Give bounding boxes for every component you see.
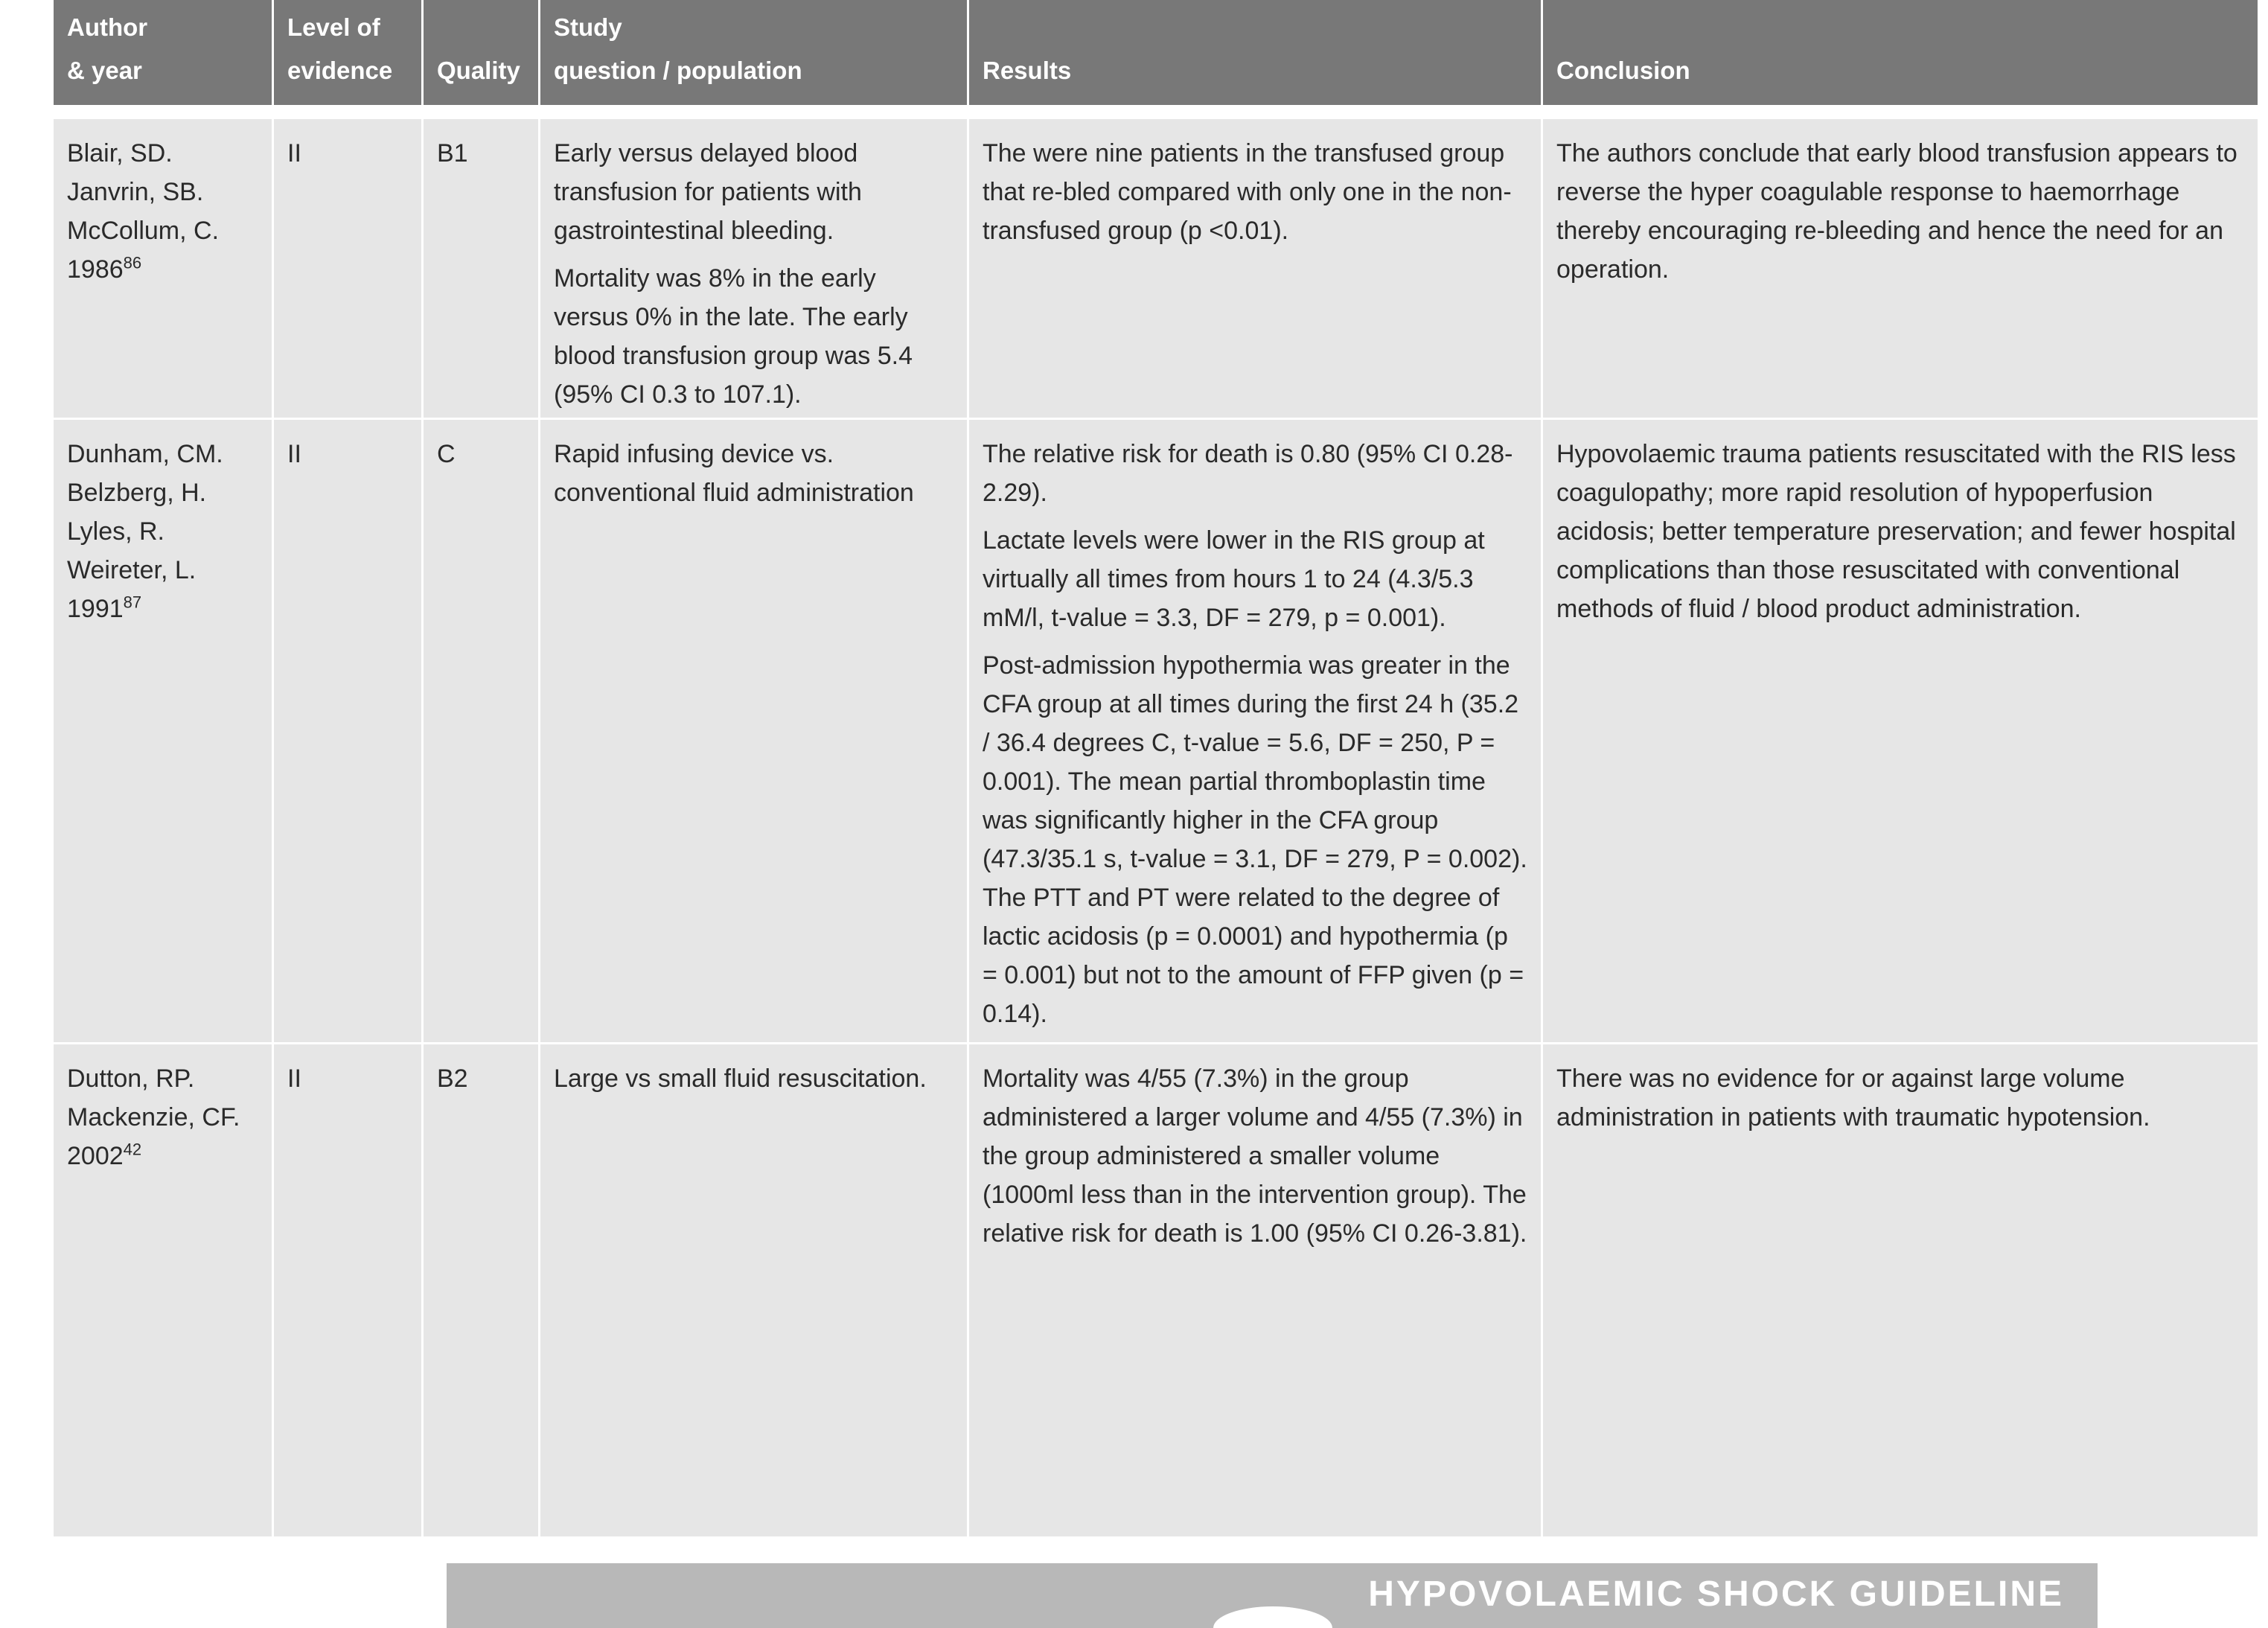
cell-level <box>274 1044 421 1536</box>
year <box>67 1137 258 1175</box>
author-name: Blair, SD. <box>67 139 173 167</box>
column-header-author-year <box>54 0 272 105</box>
cell-study <box>540 119 967 418</box>
study-paragraph: Rapid infusing device vs. conventional fluid administration <box>554 440 914 507</box>
quality-value: B1 <box>437 139 468 167</box>
author-name: McCollum, C. <box>67 217 220 245</box>
author-name: Janvrin, SB. <box>67 178 204 206</box>
conclusion-text: Hypovolaemic trauma patients resuscitated with the RIS less coagulopathy; more rapid resolution of hypoperfusion acidosis; better temperature preservation; and fewer hospital complications than those resuscitated with conventional methods of fluid / blood product administration. <box>1556 440 2236 623</box>
header-line-2: question / population <box>554 57 802 84</box>
cell-results <box>969 420 1541 1042</box>
footer-banner <box>447 1563 2098 1628</box>
study-paragraph: Early versus delayed blood transfusion for patients with gastrointestinal bleeding. <box>554 139 862 245</box>
results-paragraph: Lactate levels were lower in the RIS group at virtually all times from hours 1 to 24 (4.3/5.3 mM/l, t-value = 3.3, DF = 279, p = 0.001). <box>983 526 1485 632</box>
year <box>67 250 258 289</box>
cell-results <box>969 119 1541 418</box>
author-name: Dunham, CM. <box>67 440 223 468</box>
reference-number: 86 <box>123 253 142 272</box>
page-number-circle <box>1213 1606 1332 1628</box>
reference-number: 87 <box>123 593 142 612</box>
cell-author <box>54 119 272 418</box>
header-line-1: Level of <box>287 13 380 41</box>
header-line-2: Results <box>983 57 1072 84</box>
cell-author <box>54 1044 272 1536</box>
header-line-1: Author <box>67 13 148 41</box>
level-value: II <box>287 1064 301 1093</box>
header-line-2: Quality <box>437 57 520 84</box>
cell-conclusion <box>1543 1044 2258 1536</box>
reference-number: 42 <box>123 1140 142 1159</box>
results-paragraph: Post-admission hypothermia was greater in the CFA group at all times during the first 24 h (35.2 / 36.4 degrees C, t-value = 5.6, DF = 250, P = 0.001). The mean partial thromboplastin time was significantly higher in the CFA group (47.3/35.1 s, t-value = 3.1, DF = 279, P = 0.002). The PTT and PT were related to the degree of lactic acidosis (p = 0.0001) and hypothermia (p = 0.001) but not to the amount of FFP given (p = 0.14). <box>983 651 1527 1028</box>
results-paragraph: Mortality was 4/55 (7.3%) in the group administered a larger volume and 4/55 (7.3%) in the group administered a smaller volume (1000ml less than in the intervention group). The relative risk for death is 1.00 (95% CI 0.26-3.81). <box>983 1064 1527 1248</box>
level-value: II <box>287 440 301 468</box>
study-paragraph: Large vs small fluid resuscitation. <box>554 1064 927 1093</box>
header-line-1: Study <box>554 13 622 41</box>
header-line-2: Conclusion <box>1556 57 1690 84</box>
cell-quality <box>424 119 538 418</box>
quality-value: B2 <box>437 1064 468 1093</box>
conclusion-text: The authors conclude that early blood transfusion appears to reverse the hyper coagulable response to haemorrhage thereby encouraging re-bleeding and hence the need for an operation. <box>1556 139 2237 284</box>
cell-quality <box>424 1044 538 1536</box>
year-value: 1986 <box>67 255 124 284</box>
cell-results <box>969 1044 1541 1536</box>
results-paragraph: The relative risk for death is 0.80 (95% CI 0.28-2.29). <box>983 440 1513 507</box>
study-paragraph: Mortality was 8% in the early versus 0% in the late. The early blood transfusion group was 5.4 (95% CI 0.3 to 107.1). <box>554 264 913 409</box>
column-header-study-question <box>540 0 967 105</box>
author-name: Mackenzie, CF. <box>67 1103 240 1131</box>
column-header-quality <box>424 0 538 105</box>
column-header-conclusion <box>1543 0 2258 105</box>
cell-conclusion <box>1543 420 2258 1042</box>
year-value: 1991 <box>67 595 124 623</box>
cell-conclusion <box>1543 119 2258 418</box>
cell-study <box>540 1044 967 1536</box>
cell-level <box>274 420 421 1042</box>
cell-study <box>540 420 967 1042</box>
cell-level <box>274 119 421 418</box>
column-header-level-of-evidence <box>274 0 421 105</box>
author-name: Dutton, RP. <box>67 1064 195 1093</box>
results-paragraph: The were nine patients in the transfused group that re-bled compared with only one in the non-transfused group (p <0.01). <box>983 139 1512 245</box>
year-value: 2002 <box>67 1142 124 1170</box>
year <box>67 590 258 628</box>
footer-title: HYPOVOLAEMIC SHOCK GUIDELINE <box>1368 1574 2064 1614</box>
column-header-results <box>969 0 1541 105</box>
quality-value: C <box>437 440 456 468</box>
cell-author <box>54 420 272 1042</box>
cell-quality <box>424 420 538 1042</box>
header-line-2: evidence <box>287 57 393 84</box>
header-line-2: & year <box>67 57 142 84</box>
author-name: Belzberg, H. <box>67 479 207 507</box>
level-value: II <box>287 139 301 167</box>
author-name: Lyles, R. <box>67 517 165 546</box>
conclusion-text: There was no evidence for or against large volume administration in patients with traumatic hypotension. <box>1556 1064 2150 1131</box>
author-name: Weireter, L. <box>67 556 197 584</box>
